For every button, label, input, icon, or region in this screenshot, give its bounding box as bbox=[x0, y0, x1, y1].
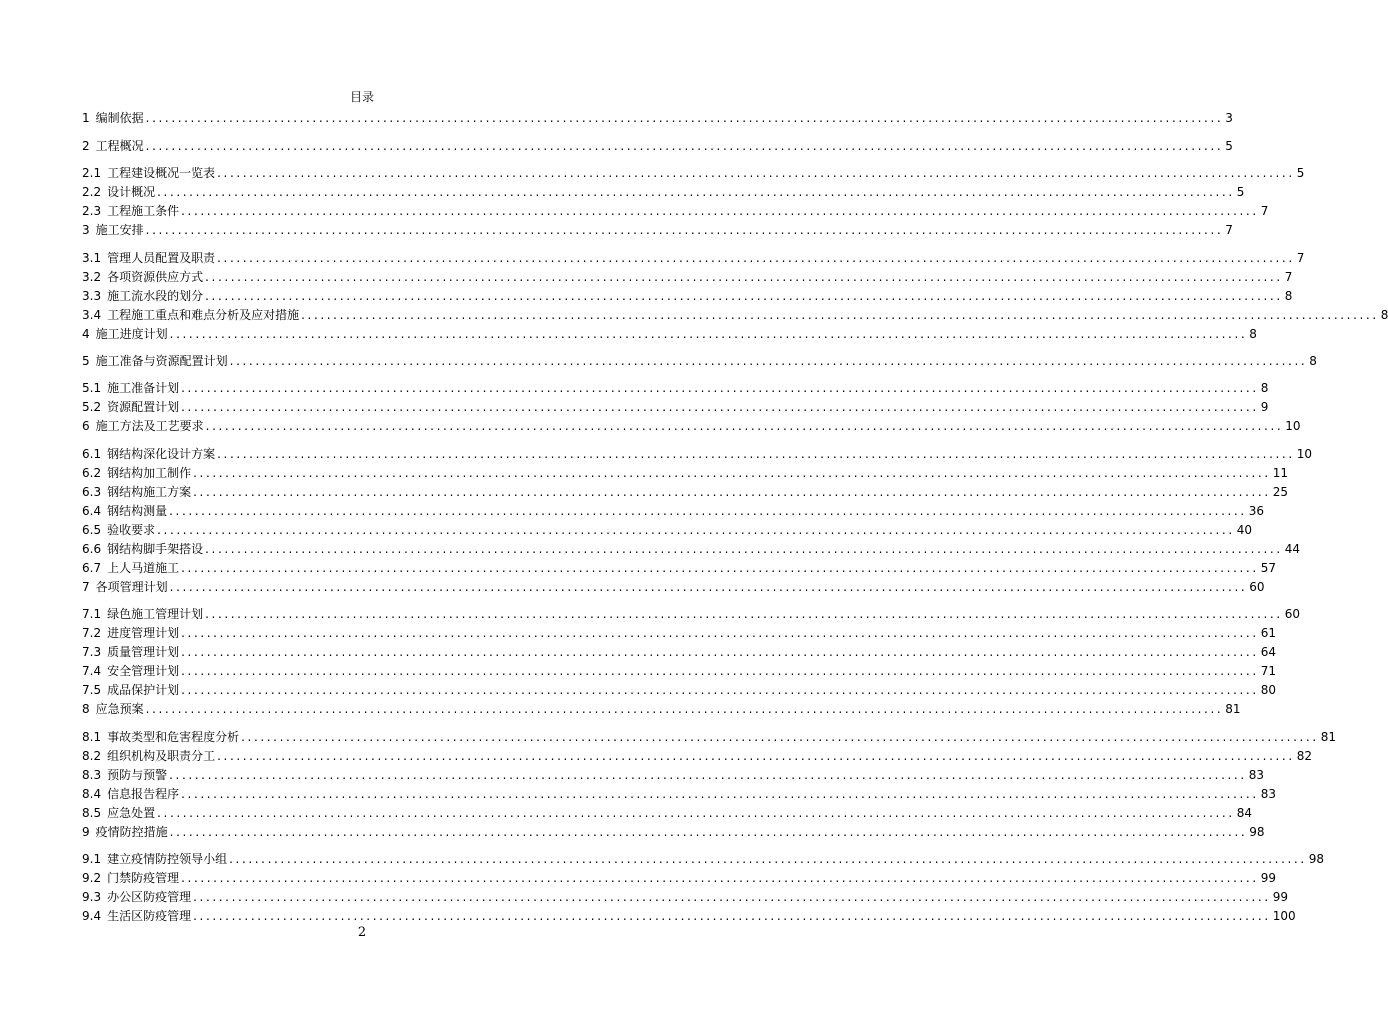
toc-entry-page: 57 bbox=[1260, 561, 1277, 575]
toc-entry-number: 9.4 bbox=[82, 909, 102, 923]
toc-entry-label: 办公区防疫管理 bbox=[107, 890, 192, 904]
toc-entry-page: 9 bbox=[1260, 400, 1269, 414]
toc-dot-leader: ........................................................................................................................................................................ bbox=[145, 702, 1224, 716]
toc-dot-leader: ........................................................................................................................................................................ bbox=[193, 466, 1271, 480]
toc-entry[interactable] bbox=[82, 324, 1257, 342]
toc-entry[interactable] bbox=[82, 680, 1277, 698]
toc-entry-number: 3.4 bbox=[82, 308, 102, 322]
toc-dot-leader: ........................................................................................................................................................................ bbox=[217, 166, 1295, 180]
toc-entry-page: 64 bbox=[1260, 645, 1277, 659]
toc-entry-page: 83 bbox=[1260, 787, 1277, 801]
toc-entry[interactable] bbox=[82, 351, 1317, 369]
toc-entry[interactable] bbox=[82, 906, 1296, 924]
toc-entry[interactable] bbox=[82, 220, 1233, 238]
toc-dot-leader: ........................................................................................................................................................................ bbox=[205, 289, 1283, 303]
toc-entry-label: 信息报告程序 bbox=[107, 787, 180, 801]
toc-dot-leader: ........................................................................................................................................................................ bbox=[181, 664, 1259, 678]
toc-entry[interactable] bbox=[82, 822, 1265, 840]
toc-entry-page: 98 bbox=[1249, 825, 1265, 839]
toc-dot-leader: ........................................................................................................................................................................ bbox=[193, 909, 1271, 923]
toc-entry-number: 7.5 bbox=[82, 683, 102, 697]
toc-entry[interactable] bbox=[82, 416, 1301, 434]
toc-dot-leader: ........................................................................................................................................................................ bbox=[181, 871, 1259, 885]
toc-dot-leader: ........................................................................................................................................................................ bbox=[241, 730, 1319, 744]
toc-entry-label: 安全管理计划 bbox=[107, 664, 180, 678]
toc-entry-page: 100 bbox=[1272, 909, 1296, 923]
toc-entry-label: 钢结构脚手架搭设 bbox=[107, 542, 204, 556]
toc-entry-number: 7.2 bbox=[82, 626, 102, 640]
toc-entry-label: 事故类型和危害程度分析 bbox=[107, 730, 240, 744]
toc-dot-leader: ........................................................................................................................................................................ bbox=[205, 419, 1284, 433]
toc-entry-label: 疫情防控措施 bbox=[95, 825, 168, 839]
toc-entry-label: 质量管理计划 bbox=[107, 645, 180, 659]
toc-entry-number: 2.3 bbox=[82, 204, 102, 218]
toc-entry-number: 2.2 bbox=[82, 185, 102, 199]
toc-entry-page: 8 bbox=[1260, 381, 1269, 395]
toc-entry[interactable] bbox=[82, 803, 1253, 821]
toc-entry-number: 6 bbox=[82, 419, 90, 433]
toc-entry-label: 成品保护计划 bbox=[107, 683, 180, 697]
toc-entry-label: 施工准备与资源配置计划 bbox=[95, 354, 228, 368]
toc-entry-page: 36 bbox=[1248, 504, 1265, 518]
toc-entry-label: 建立疫情防控领导小组 bbox=[107, 852, 228, 866]
toc-entry[interactable] bbox=[82, 784, 1277, 802]
toc-entry-label: 钢结构施工方案 bbox=[107, 485, 192, 499]
toc-entry-label: 各项管理计划 bbox=[95, 580, 168, 594]
toc-dot-leader: ........................................................................................................................................................................ bbox=[181, 645, 1259, 659]
toc-entry[interactable] bbox=[82, 182, 1245, 200]
toc-dot-leader: ........................................................................................................................................................................ bbox=[145, 223, 1224, 237]
toc-entry-number: 6.7 bbox=[82, 561, 102, 575]
toc-entry-page: 8 bbox=[1380, 308, 1388, 322]
toc-dot-leader: ........................................................................................................................................................................ bbox=[205, 270, 1283, 284]
toc-entry[interactable] bbox=[82, 539, 1301, 557]
toc-entry-number: 8.3 bbox=[82, 768, 102, 782]
toc-dot-leader: ........................................................................................................................................................................ bbox=[157, 185, 1235, 199]
toc-entry-number: 5.1 bbox=[82, 381, 102, 395]
toc-entry[interactable] bbox=[82, 577, 1265, 595]
toc-entry-number: 5.2 bbox=[82, 400, 102, 414]
toc-dot-leader: ........................................................................................................................................................................ bbox=[169, 504, 1247, 518]
toc-entry-page: 8 bbox=[1284, 289, 1293, 303]
toc-entry-page: 8 bbox=[1249, 327, 1257, 341]
toc-dot-leader: ........................................................................................................................................................................ bbox=[169, 580, 1248, 594]
toc-entry-page: 99 bbox=[1260, 871, 1277, 885]
toc-entry-page: 44 bbox=[1284, 542, 1301, 556]
toc-entry[interactable] bbox=[82, 286, 1293, 304]
toc-dot-leader: ........................................................................................................................................................................ bbox=[181, 787, 1259, 801]
toc-entry[interactable] bbox=[82, 887, 1289, 905]
toc-entry-number: 3.3 bbox=[82, 289, 102, 303]
toc-dot-leader: ........................................................................................................................................................................ bbox=[145, 111, 1224, 125]
toc-entry-number: 6.2 bbox=[82, 466, 102, 480]
toc-entry-page: 7 bbox=[1284, 270, 1293, 284]
toc-entry-page: 3 bbox=[1225, 111, 1233, 125]
toc-entry[interactable] bbox=[82, 248, 1305, 266]
toc-entry-label: 工程概况 bbox=[95, 139, 144, 153]
toc-entry-number: 9.2 bbox=[82, 871, 102, 885]
toc-dot-leader: ........................................................................................................................................................................ bbox=[169, 825, 1248, 839]
toc-dot-leader: ........................................................................................................................................................................ bbox=[217, 251, 1295, 265]
toc-entry-label: 验收要求 bbox=[107, 523, 156, 537]
toc-dot-leader: ........................................................................................................................................................................ bbox=[301, 308, 1379, 322]
toc-entry-page: 40 bbox=[1236, 523, 1253, 537]
toc-entry[interactable] bbox=[82, 604, 1301, 622]
toc-entry-label: 工程建设概况一览表 bbox=[107, 166, 216, 180]
toc-entry-number: 4 bbox=[82, 327, 90, 341]
toc-entry-label: 应急处置 bbox=[107, 806, 156, 820]
toc-entry[interactable] bbox=[82, 520, 1253, 538]
toc-entry-page: 10 bbox=[1285, 419, 1301, 433]
toc-entry-page: 5 bbox=[1236, 185, 1245, 199]
toc-entry-label: 生活区防疫管理 bbox=[107, 909, 192, 923]
toc-entry[interactable] bbox=[82, 727, 1337, 745]
toc-entry-number: 2 bbox=[82, 139, 90, 153]
toc-entry-number: 5 bbox=[82, 354, 90, 368]
toc-dot-leader: ........................................................................................................................................................................ bbox=[193, 890, 1271, 904]
toc-dot-leader: ........................................................................................................................................................................ bbox=[181, 381, 1259, 395]
toc-entry-label: 各项资源供应方式 bbox=[107, 270, 204, 284]
toc-dot-leader: ........................................................................................................................................................................ bbox=[169, 768, 1247, 782]
toc-dot-leader: ........................................................................................................................................................................ bbox=[145, 139, 1224, 153]
toc-entry[interactable] bbox=[82, 136, 1233, 154]
toc-entry[interactable] bbox=[82, 868, 1277, 886]
toc-entry-number: 3.1 bbox=[82, 251, 102, 265]
toc-entry-page: 71 bbox=[1260, 664, 1277, 678]
toc-entry-page: 8 bbox=[1309, 354, 1317, 368]
toc-entry[interactable] bbox=[82, 642, 1277, 660]
toc-dot-leader: ........................................................................................................................................................................ bbox=[205, 542, 1283, 556]
toc-entry-page: 7 bbox=[1260, 204, 1269, 218]
toc-entry-label: 施工方法及工艺要求 bbox=[95, 419, 204, 433]
toc-entry[interactable] bbox=[82, 378, 1269, 396]
toc-entry[interactable] bbox=[82, 623, 1277, 641]
toc-entry-page: 81 bbox=[1225, 702, 1241, 716]
toc-entry-number: 3.2 bbox=[82, 270, 102, 284]
toc-dot-leader: ........................................................................................................................................................................ bbox=[169, 327, 1248, 341]
toc-entry-label: 钢结构加工制作 bbox=[107, 466, 192, 480]
toc-entry-label: 预防与预警 bbox=[107, 768, 168, 782]
toc-entry-label: 施工流水段的划分 bbox=[107, 289, 204, 303]
toc-entry-page: 61 bbox=[1260, 626, 1277, 640]
toc-dot-leader: ........................................................................................................................................................................ bbox=[229, 354, 1308, 368]
toc-entry-page: 5 bbox=[1296, 166, 1305, 180]
toc-entry-page: 80 bbox=[1260, 683, 1277, 697]
toc-entry-label: 进度管理计划 bbox=[107, 626, 180, 640]
toc-entry-number: 7.4 bbox=[82, 664, 102, 678]
toc-entry-label: 钢结构深化设计方案 bbox=[107, 447, 216, 461]
toc-entry-label: 资源配置计划 bbox=[107, 400, 180, 414]
toc-entry-number: 8 bbox=[82, 702, 90, 716]
toc-entry-page: 83 bbox=[1248, 768, 1265, 782]
toc-entry-number: 6.4 bbox=[82, 504, 102, 518]
toc-entry-label: 施工准备计划 bbox=[107, 381, 180, 395]
toc-entry-page: 60 bbox=[1284, 607, 1301, 621]
toc-dot-leader: ........................................................................................................................................................................ bbox=[157, 806, 1235, 820]
toc-entry-number: 9.3 bbox=[82, 890, 102, 904]
toc-entry-page: 25 bbox=[1272, 485, 1289, 499]
toc-dot-leader: ........................................................................................................................................................................ bbox=[193, 485, 1271, 499]
toc-entry[interactable] bbox=[82, 661, 1277, 679]
toc-entry-page: 5 bbox=[1225, 139, 1233, 153]
toc-entry-page: 7 bbox=[1296, 251, 1305, 265]
toc-dot-leader: ........................................................................................................................................................................ bbox=[181, 204, 1259, 218]
toc-entry[interactable] bbox=[82, 397, 1269, 415]
toc-dot-leader: ........................................................................................................................................................................ bbox=[217, 447, 1295, 461]
toc-dot-leader: ........................................................................................................................................................................ bbox=[229, 852, 1307, 866]
toc-entry-number: 6.5 bbox=[82, 523, 102, 537]
toc-entry-page: 10 bbox=[1296, 447, 1313, 461]
toc-dot-leader: ........................................................................................................................................................................ bbox=[157, 523, 1235, 537]
toc-entry-page: 84 bbox=[1236, 806, 1253, 820]
toc-entry-number: 2.1 bbox=[82, 166, 102, 180]
toc-entry-number: 6.1 bbox=[82, 447, 102, 461]
toc-dot-leader: ........................................................................................................................................................................ bbox=[181, 400, 1259, 414]
toc-entry-number: 8.5 bbox=[82, 806, 102, 820]
toc-entry[interactable] bbox=[82, 558, 1277, 576]
toc-entry-number: 6.3 bbox=[82, 485, 102, 499]
toc-entry-number: 7.1 bbox=[82, 607, 102, 621]
toc-entry[interactable] bbox=[82, 482, 1289, 500]
toc-entry-number: 1 bbox=[82, 111, 90, 125]
toc-entry[interactable] bbox=[82, 463, 1289, 481]
toc-title: 目录 bbox=[349, 90, 374, 104]
toc-entry-label: 施工安排 bbox=[95, 223, 144, 237]
toc-entry-page: 98 bbox=[1308, 852, 1325, 866]
toc-entry-label: 管理人员配置及职责 bbox=[107, 251, 216, 265]
toc-entry-label: 设计概况 bbox=[107, 185, 156, 199]
toc-entry[interactable] bbox=[82, 444, 1313, 462]
toc-entry[interactable] bbox=[82, 849, 1325, 867]
toc-entry-page: 7 bbox=[1225, 223, 1233, 237]
toc-entry-number: 9 bbox=[82, 825, 90, 839]
toc-entry[interactable] bbox=[82, 746, 1313, 764]
toc-entry-label: 施工进度计划 bbox=[95, 327, 168, 341]
toc-entry-label: 上人马道施工 bbox=[107, 561, 180, 575]
toc-entry-number: 9.1 bbox=[82, 852, 102, 866]
toc-dot-leader: ........................................................................................................................................................................ bbox=[181, 683, 1259, 697]
toc-dot-leader: ........................................................................................................................................................................ bbox=[217, 749, 1295, 763]
toc-entry[interactable] bbox=[82, 267, 1293, 285]
toc-entry[interactable] bbox=[82, 201, 1269, 219]
toc-entry[interactable] bbox=[82, 699, 1241, 717]
toc-entry-page: 82 bbox=[1296, 749, 1313, 763]
page-number: 2 bbox=[357, 925, 367, 940]
toc-entry-label: 工程施工重点和难点分析及应对措施 bbox=[107, 308, 300, 322]
toc-dot-leader: ........................................................................................................................................................................ bbox=[205, 607, 1283, 621]
toc-dot-leader: ........................................................................................................................................................................ bbox=[181, 561, 1259, 575]
toc-entry-label: 应急预案 bbox=[95, 702, 144, 716]
toc-entry-number: 8.4 bbox=[82, 787, 102, 801]
toc-dot-leader: ........................................................................................................................................................................ bbox=[181, 626, 1259, 640]
toc-entry-number: 8.2 bbox=[82, 749, 102, 763]
toc-entry[interactable] bbox=[82, 501, 1265, 519]
toc-entry-label: 钢结构测量 bbox=[107, 504, 168, 518]
toc-entry-label: 组织机构及职责分工 bbox=[107, 749, 216, 763]
toc-entry-label: 编制依据 bbox=[95, 111, 144, 125]
toc-entry[interactable] bbox=[82, 108, 1233, 126]
toc-entry-number: 8.1 bbox=[82, 730, 102, 744]
toc-entry[interactable] bbox=[82, 163, 1305, 181]
toc-entry-page: 99 bbox=[1272, 890, 1289, 904]
toc-entry-page: 11 bbox=[1272, 466, 1289, 480]
toc-entry-number: 3 bbox=[82, 223, 90, 237]
toc-entry-number: 7.3 bbox=[82, 645, 102, 659]
toc-entry[interactable] bbox=[82, 765, 1265, 783]
toc-entry-number: 7 bbox=[82, 580, 90, 594]
toc-entry-label: 门禁防疫管理 bbox=[107, 871, 180, 885]
toc-entry-number: 6.6 bbox=[82, 542, 102, 556]
toc-entry-page: 81 bbox=[1320, 730, 1337, 744]
toc-entry-page: 60 bbox=[1249, 580, 1265, 594]
toc-entry-label: 绿色施工管理计划 bbox=[107, 607, 204, 621]
toc-entry-label: 工程施工条件 bbox=[107, 204, 180, 218]
toc-entry[interactable] bbox=[82, 305, 1388, 323]
